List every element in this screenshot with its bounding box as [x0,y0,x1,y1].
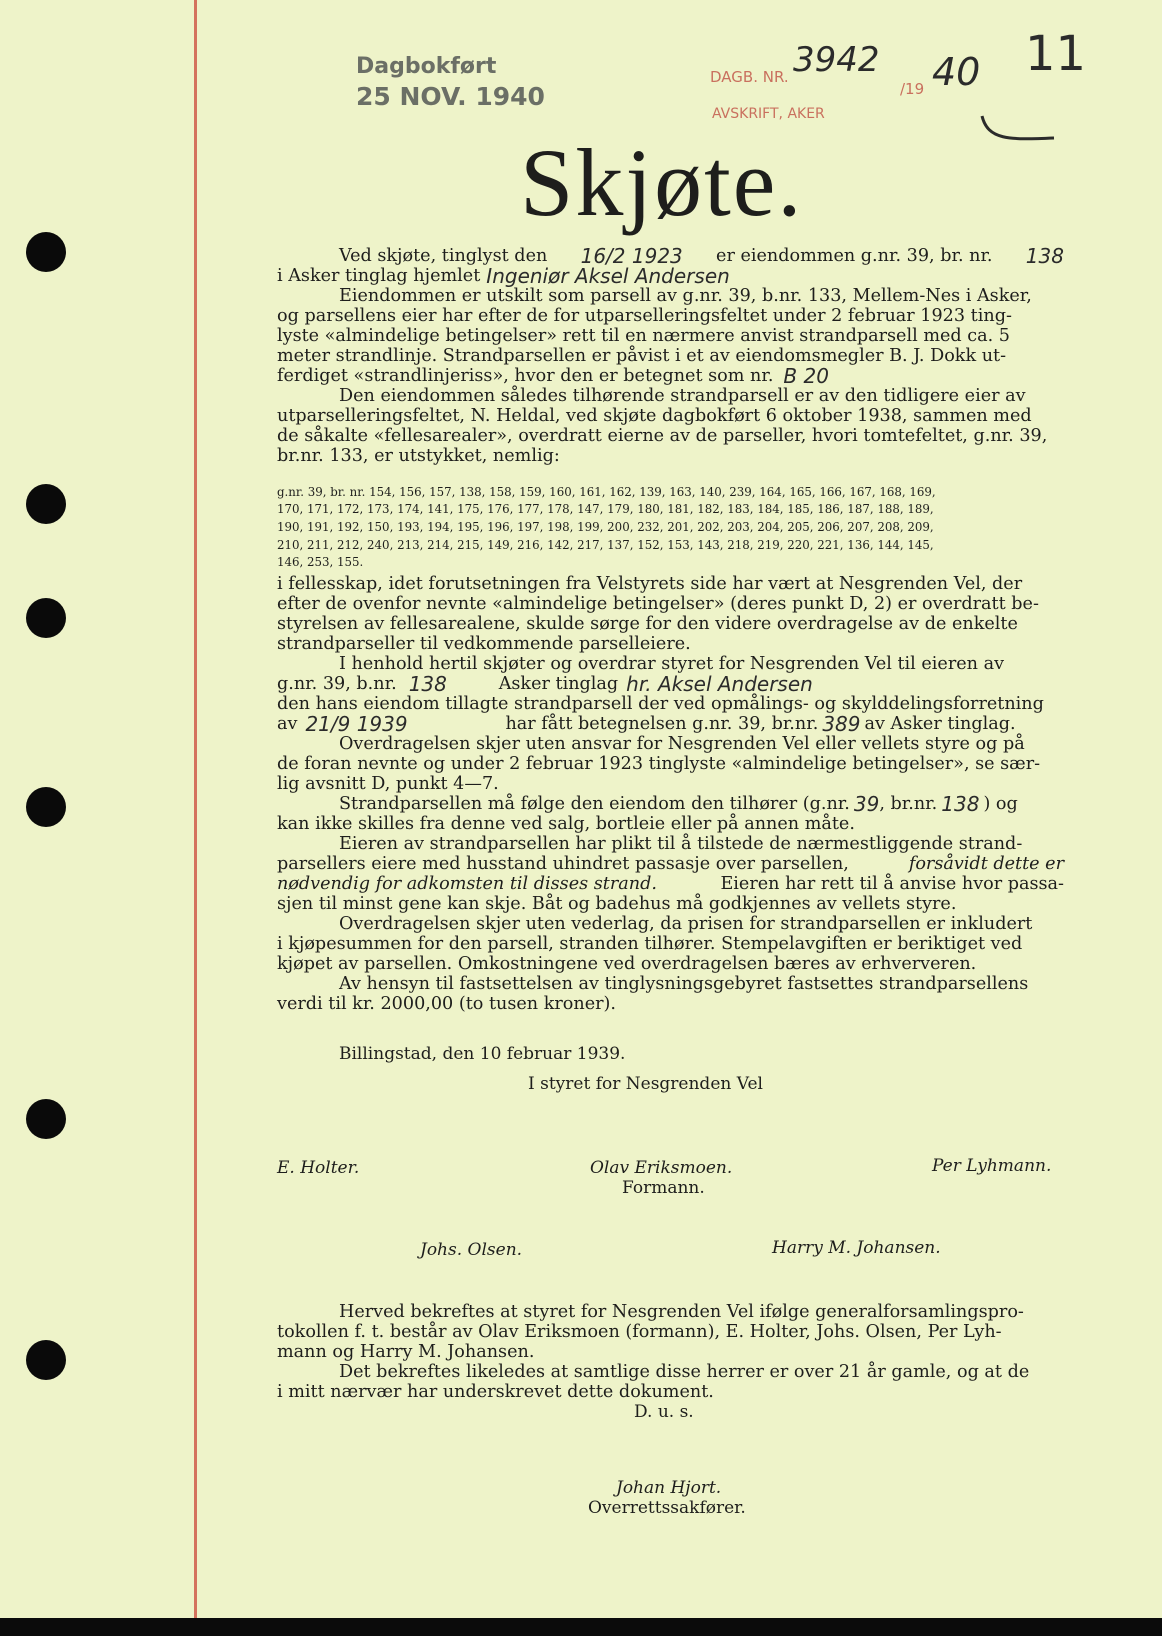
handwritten-parcel-nr: B 20 [783,364,829,388]
handwritten-flourish [978,110,1058,150]
text-line: de såkalte «fellesarealer», overdratt eierne av de parseller, hvori tomtefeltet, g.nr. 39, [277,426,1048,446]
text-line: br.nr. 133, er utstykket, nemlig: [277,446,560,466]
avskrift-stamp: AVSKRIFT, AKER [712,106,825,122]
margin-line [194,0,197,1618]
number-list-line: 210, 211, 212, 240, 213, 214, 215, 149, 216, 142, 217, 137, 152, 153, 143, 218, 219, 220, 221, 136, 144, 145, [277,538,934,552]
text-line [277,366,1064,386]
board-line: I styret for Nesgrenden Vel [528,1074,763,1094]
text-line: utparselleringsfeltet, N. Heldal, ved skjøte dagbokført 6 oktober 1938, sammen med [277,406,1032,426]
dagb-nr-stamp: DAGB. NR. [710,68,789,86]
text-segment: ) og [983,794,1018,814]
text-line: i mitt nærvær har underskrevet dette dokument. [277,1382,714,1402]
text-line: Overdragelsen skjer uten vederlag, da prisen for strandparsellen er inkludert [339,914,1033,934]
text-line: tokollen f. t. består av Olav Eriksmoen (formann), E. Holter, Johs. Olsen, Per Lyh- [277,1322,1002,1342]
number-list-line: 170, 171, 172, 173, 174, 141, 175, 176, 177, 178, 147, 179, 180, 181, 182, 183, 184, 185, 186, 187, 188, 189, [277,502,934,516]
dagb-nr-handwritten: 3942 [793,40,880,80]
text-segment: Ved skjøte, tinglyst den [339,246,548,266]
text-line: de foran nevnte og under 2 februar 1923 tinglyste «almindelige betingelser», se sær- [277,754,1041,774]
text-line: og parsellens eier har efter de for utparselleringsfeltet under 2 februar 1923 ting- [277,306,1012,326]
text-segment: i Asker tinglag hjemlet [277,266,481,286]
signature-title-formann: Formann. [622,1178,705,1198]
handwritten-br-nr: 138 [1025,244,1064,268]
punch-hole-1 [26,232,66,272]
text-segment: er eiendommen g.nr. 39, br. nr. [716,246,993,266]
text-line [277,874,1064,894]
handwritten-br-nr: 138 [941,792,980,816]
dagbokfort-stamp-label: Dagbokført [356,54,497,79]
signature-johansen: Harry M. Johansen. [772,1238,941,1258]
text-line: meter strandlinje. Strandparsellen er påvist i et av eiendomsmegler B. J. Dokk ut- [277,346,1007,366]
scan-bottom-edge [0,1618,1162,1636]
number-list-line: 190, 191, 192, 150, 193, 194, 195, 196, 197, 198, 199, 200, 232, 201, 202, 203, 204, 205, 206, 207, 208, 209, [277,520,934,534]
text-segment: ferdiget «strandlinjeriss», hvor den er betegnet som nr. [277,366,774,386]
text-line: Eieren av strandparsellen har plikt til å tilstede de nærmestliggende strand- [339,834,1023,854]
text-line: i kjøpesummen for den parsell, stranden tilhører. Stempelavgiften er beriktiget ved [277,934,1023,954]
text-line: Det bekreftes likeledes at samtlige disse herrer er over 21 år gamle, og at de [339,1362,1030,1382]
number-list-line: g.nr. 39, br. nr. 154, 156, 157, 138, 158, 159, 160, 161, 162, 139, 163, 140, 239, 164, 165, 166, 167, 168, 169, [277,485,936,499]
text-line: lyste «almindelige betingelser» rett til en nærmere anvist strandparsell med ca. 5 [277,326,1010,346]
punch-hole-4 [26,787,66,827]
handwritten-owner: hr. Aksel Andersen [626,672,813,696]
handwritten-owner: Ingeniør Aksel Andersen [486,264,730,288]
signature-holter: E. Holter. [277,1158,360,1178]
notary-name: Johan Hjort. [616,1478,722,1498]
text-segment: Strandparsellen må følge den eiendom den tilhører (g.nr. [339,794,850,814]
handwritten-g-nr: 39 [853,792,880,816]
text-segment-italic: forsåvidt dette er [908,854,1064,874]
text-line: lig avsnitt D, punkt 4—7. [277,774,499,794]
text-line [277,794,1064,814]
text-line: kjøpet av parsellen. Omkostningene ved overdragelsen bæres av erhververen. [277,954,977,974]
text-line: I henhold hertil skjøter og overdrar styret for Nesgrenden Vel til eieren av [339,654,1005,674]
signature-olsen: Johs. Olsen. [420,1240,523,1260]
text-line: Overdragelsen skjer uten ansvar for Nesgrenden Vel eller vellets styre og på [339,734,1025,754]
text-line: Eiendommen er utskilt som parsell av g.nr. 39, b.nr. 133, Mellem-Nes i Asker, [339,286,1032,306]
text-line: strandparseller til vedkommende parselleiere. [277,634,691,654]
year-prefix-stamp: /19 [900,80,925,98]
text-line: verdi til kr. 2000,00 (to tusen kroner). [277,994,616,1014]
text-segment: Asker tinglag [498,674,619,694]
handwritten-br-nr: 389 [822,712,861,736]
signature-eriksmoen: Olav Eriksmoen. [590,1158,733,1178]
punch-hole-2 [26,484,66,524]
text-line: Den eiendommen således tilhørende strandparsell er av den tidligere eier av [339,386,1026,406]
text-segment: av Asker tinglag. [864,714,1016,734]
handwritten-br-nr: 138 [408,672,447,696]
folio-number-handwritten: 11 [1025,26,1087,82]
text-line: styrelsen av fellesarealene, skulde sørge for den videre overdragelse av de enkelte [277,614,1018,634]
text-segment: g.nr. 39, b.nr. [277,674,397,694]
punch-hole-6 [26,1340,66,1380]
dagbokfort-stamp-date: 25 NOV. 1940 [356,82,545,111]
document-title: Skjøte. [520,129,804,236]
text-line: sjen til minst gene kan skje. Båt og badehus må godkjennes av vellets styre. [277,894,957,914]
place-date: Billingstad, den 10 februar 1939. [339,1044,626,1064]
text-line: Herved bekreftes at styret for Nesgrenden Vel ifølge generalforsamlingspro- [339,1302,1024,1322]
text-line: mann og Harry M. Johansen. [277,1342,535,1362]
punch-hole-3 [26,598,66,638]
text-line [277,674,1064,694]
signature-lyhmann: Per Lyhmann. [932,1156,1052,1176]
handwritten-date: 16/2 1923 [580,244,683,268]
text-line: efter de ovenfor nevnte «almindelige betingelser» (deres punkt D, 2) er overdratt be- [277,594,1039,614]
dus-abbrev: D. u. s. [634,1402,694,1422]
handwritten-date: 21/9 1939 [305,712,408,736]
text-segment-italic: nødvendig for adkomsten til disses strand. [277,874,657,894]
text-line [277,266,1064,286]
text-line [277,246,1064,266]
text-line [277,714,1064,734]
text-segment: , br.nr. [879,794,938,814]
punch-hole-5 [26,1099,66,1139]
year-handwritten: 40 [932,50,981,94]
text-line: i fellesskap, idet forutsetningen fra Velstyrets side har vært at Nesgrenden Vel, der [277,574,1023,594]
text-line: den hans eiendom tillagte strandparsell der ved opmålings- og skylddelingsforretning [277,694,1044,714]
text-segment: Eieren har rett til å anvise hvor passa- [720,874,1064,894]
notary-title: Overrettssakfører. [588,1498,746,1518]
number-list-line: 146, 253, 155. [277,555,364,569]
text-segment: parsellers eiere med husstand uhindret passasje over parsellen, [277,854,849,874]
text-line [277,854,1064,874]
text-segment: av [277,714,298,734]
text-segment: har fått betegnelsen g.nr. 39, br.nr. [505,714,819,734]
text-line: kan ikke skilles fra denne ved salg, bortleie eller på annen måte. [277,814,855,834]
text-line: Av hensyn til fastsettelsen av tinglysningsgebyret fastsettes strandparsellens [339,974,1029,994]
